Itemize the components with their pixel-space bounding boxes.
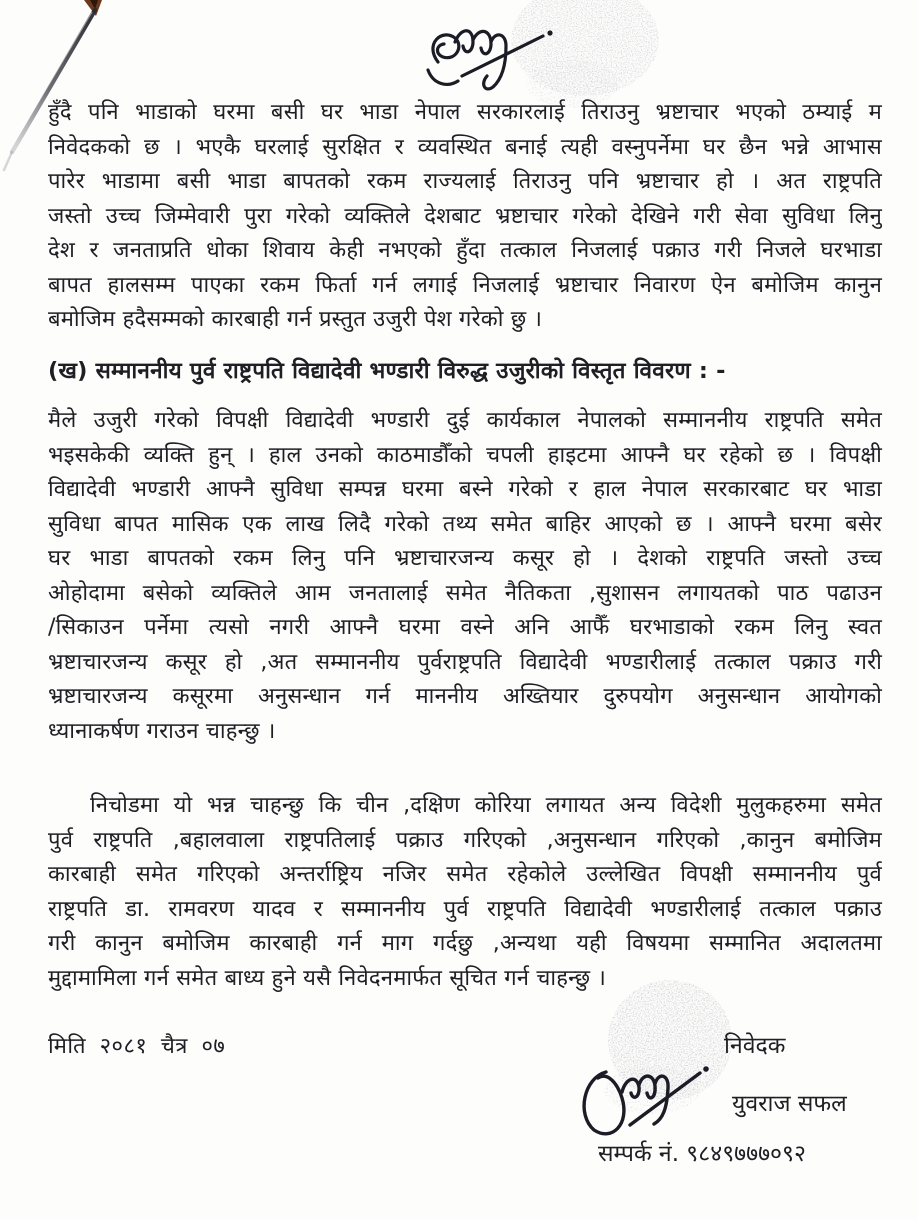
text-line: भ्रष्टाचारजन्य कसूरमा अनुसन्धान गर्न माननीय अख्तियार दुरुपयोग अनुसन्धान आयोगको: [48, 684, 882, 709]
text-line: ध्यानाकर्षण गराउन चाहन्छु ।: [48, 718, 276, 744]
section-heading: [48, 354, 882, 389]
text-line: निवेदकको छ । भएकै घरलाई सुरक्षित र व्यवस्थित बनाई त्यही वस्नुपर्नेमा घर छैन भन्ने आभास: [48, 134, 882, 160]
text-line: बमोजिम हदैसम्मको कारबाही गर्न प्रस्तुत उजुरी पेश गरेको छु ।: [48, 307, 543, 332]
text-line: भ्रष्टाचारजन्य कसूर हो ,अत सम्माननीय पुर्वराष्ट्रपति विद्यादेवी भण्डारीलाई तत्काल पक्राउ गरी: [48, 649, 882, 675]
text-line: पुर्व राष्ट्रपति ,बहालवाला राष्ट्रपतिलाई पक्राउ गरिएको ,अनुसन्धान गरिएको ,कानुन बमोजिम: [48, 827, 882, 853]
applicant-label: निवेदक: [724, 1033, 786, 1059]
applicant-name: युवराज सफल: [732, 1091, 847, 1117]
text-line: राष्ट्रपति डा. रामवरण यादव र सम्माननीय पुर्व राष्ट्रपति विद्यादेवी भण्डारीलाई तत्काल पक्राउ: [48, 896, 882, 922]
text-line: पारेर भाडामा बसी भाडा बापतको रकम राज्यलाई तिराउनु पनि भ्रष्टाचार हो । अत राष्ट्रपति: [48, 169, 882, 194]
text-line: कारबाही समेत गरिएको अन्तर्राष्ट्रिय नजिर समेत रहेकोले उल्लेखित विपक्षी सम्माननीय पुर्व: [48, 862, 882, 887]
text-line: सुविधा बापत मासिक एक लाख लिदै गरेको तथ्य समेत बाहिर आएको छ । आफ्नै घरमा बसेर: [48, 511, 882, 537]
text-line: गरी कानुन बमोजिम कारबाही गर्न माग गर्दछु ,अन्यथा यही विषयमा सम्मानित अदालतमा: [48, 931, 882, 956]
text-line: बापत हालसम्म पाएका रकम फिर्ता गर्न लगाई निजलाई भ्रष्टाचार निवारण ऐन बमोजिम कानुन: [48, 272, 882, 298]
text-line: विद्यादेवी भण्डारी आफ्नै सुविधा सम्पन्न घरमा बस्ने गरेको र हाल नेपाल सरकारबाट घर भाडा: [48, 477, 882, 502]
paragraph: [48, 96, 882, 338]
contact-line: सम्पर्क नं. ९८४९७७७०९२: [598, 1141, 806, 1167]
text-line: निचोडमा यो भन्न चाहन्छु कि चीन ,दक्षिण कोरिया लगायत अन्य विदेशी मुलुकहरुमा समेत: [90, 793, 882, 818]
text-line: मैले उजुरी गरेको विपक्षी विद्यादेवी भण्डारी दुई कार्यकाल नेपालको सम्माननीय राष्ट्रपति समेत: [48, 408, 882, 433]
text-line: मुद्दामामिला गर्न समेत बाध्य हुने यसै निवेदनमार्फत सूचित गर्न चाहन्छु ।: [48, 965, 607, 991]
paragraph: [48, 404, 882, 749]
text-line: जस्तो उच्च जिम्मेवारी पुरा गरेको व्यक्तिले देशबाट भ्रष्टाचार गरेको देखिने गरी सेवा सुविधा लिनु: [48, 203, 882, 229]
text-line: भइसकेकी व्यक्ति हुन् । हाल उनको काठमाडौँको चपली हाइटमा आफ्नै घर रहेको छ । विपक्षी: [48, 442, 882, 468]
text-line: देश र जनताप्रति धोका शिवाय केही नभएको हुँदा तत्काल निजलाई पक्राउ गरी निजले घरभाडा: [48, 238, 882, 263]
thumbprint-bottom-icon: [552, 972, 762, 1162]
text-line: ओहोदामा बसेको व्यक्तिले आम जनतालाई समेत नैतिकता ,सुशासन लगायतको पाठ पढाउन: [48, 580, 882, 606]
text-line: /सिकाउन पर्नेमा त्यसो नगरी आफ्नै घरमा वस्ने अनि आफैँ घरभाडाको रकम लिनु स्वत: [48, 615, 882, 640]
text-line: हुँदै पनि भाडाको घरमा बसी घर भाडा नेपाल सरकारलाई तिराउनु भ्रष्टाचार भएको ठम्याई म: [48, 100, 882, 125]
document-body: [48, 96, 882, 1010]
text-line: (ख) सम्माननीय पुर्व राष्ट्रपति विद्यादेवी भण्डारी विरुद्ध उजुरीको विस्तृत विवरण : -: [48, 357, 726, 384]
paragraph: [48, 789, 882, 996]
date-line: मिति २०८१ चैत्र ०७: [48, 1034, 226, 1059]
text-line: घर भाडा बापतको रकम लिनु पनि भ्रष्टाचारजन्य कसूर हो । देशको राष्ट्रपति जस्तो उच्च: [48, 546, 882, 571]
